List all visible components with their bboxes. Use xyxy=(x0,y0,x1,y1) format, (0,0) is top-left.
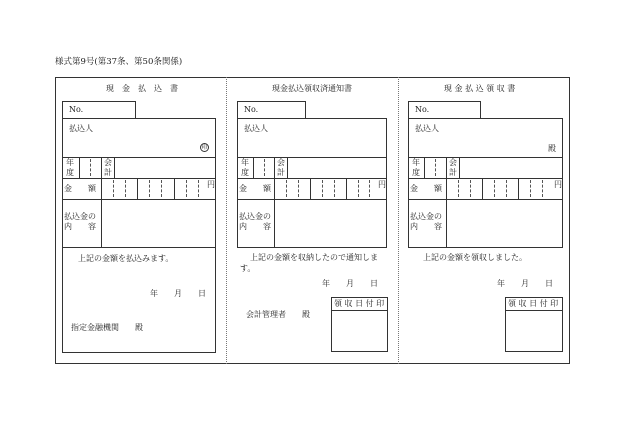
date-line: 年 月 日 xyxy=(150,289,206,298)
content-field[interactable] xyxy=(103,201,214,245)
no-label: No. xyxy=(415,105,430,114)
payer-label: 払込人 xyxy=(415,124,439,133)
amount-field[interactable] xyxy=(276,180,377,197)
amount-field[interactable] xyxy=(103,180,206,197)
panel-title: 現 金 払 込 書 xyxy=(106,84,178,93)
seal-icon: 印 xyxy=(201,144,208,151)
stamp-area[interactable] xyxy=(333,312,386,350)
amount-field[interactable] xyxy=(448,180,553,197)
panel-separator-1 xyxy=(226,77,227,364)
account-field[interactable] xyxy=(461,159,561,176)
stamp-label: 領 収 日 付 印 xyxy=(334,299,385,308)
stamp-area[interactable] xyxy=(507,312,561,350)
payer-field[interactable] xyxy=(64,136,214,155)
form-label: 様式第9号(第37条、第50条関係) xyxy=(55,57,183,67)
content-label: 払込金の 内 容 xyxy=(64,212,96,231)
amount-label: 金 額 xyxy=(410,184,442,193)
payment-message: 上記の金額を払込みます。 xyxy=(78,254,174,263)
notice-message-line1: 上記の金額を収納したので通知しま xyxy=(250,253,378,262)
account-field[interactable] xyxy=(116,159,214,176)
amount-label: 金 額 xyxy=(239,184,271,193)
notice-message-line2: す。 xyxy=(240,264,256,273)
year-label: 年 度 xyxy=(66,158,74,177)
receipt-message: 上記の金額を領収しました。 xyxy=(423,253,527,262)
date-line: 年 月 日 xyxy=(322,279,378,288)
panel-title: 現金払込領収済通知書 xyxy=(272,84,352,93)
yen-label: 円 xyxy=(207,180,215,189)
content-label: 払込金の 内 容 xyxy=(239,212,271,231)
stamp-label: 領 収 日 付 印 xyxy=(508,299,559,308)
payer-label: 払込人 xyxy=(69,124,93,133)
payer-field[interactable] xyxy=(239,136,385,155)
year-label: 年 度 xyxy=(412,158,420,177)
date-line: 年 月 日 xyxy=(497,279,553,288)
year-label: 年 度 xyxy=(241,158,249,177)
payer-label: 払込人 xyxy=(244,124,268,133)
no-label: No. xyxy=(69,105,84,114)
account-label: 会 計 xyxy=(449,158,457,177)
account-label: 会 計 xyxy=(277,158,285,177)
amount-label: 金 額 xyxy=(64,184,96,193)
payer-field[interactable] xyxy=(410,136,545,155)
panel-title: 現 金 払 込 領 収 書 xyxy=(444,84,516,93)
content-field[interactable] xyxy=(276,201,385,245)
yen-label: 円 xyxy=(554,180,562,189)
account-label: 会 計 xyxy=(104,158,112,177)
no-label: No. xyxy=(244,105,259,114)
panel-separator-2 xyxy=(398,77,399,364)
payer-suffix: 殿 xyxy=(548,144,556,153)
content-label: 払込金の 内 容 xyxy=(410,212,442,231)
yen-label: 円 xyxy=(378,180,386,189)
treasurer-addressee: 会計管理者 殿 xyxy=(246,310,310,319)
bank-addressee: 指定金融機関 殿 xyxy=(71,323,143,332)
content-field[interactable] xyxy=(448,201,561,245)
account-field[interactable] xyxy=(289,159,385,176)
